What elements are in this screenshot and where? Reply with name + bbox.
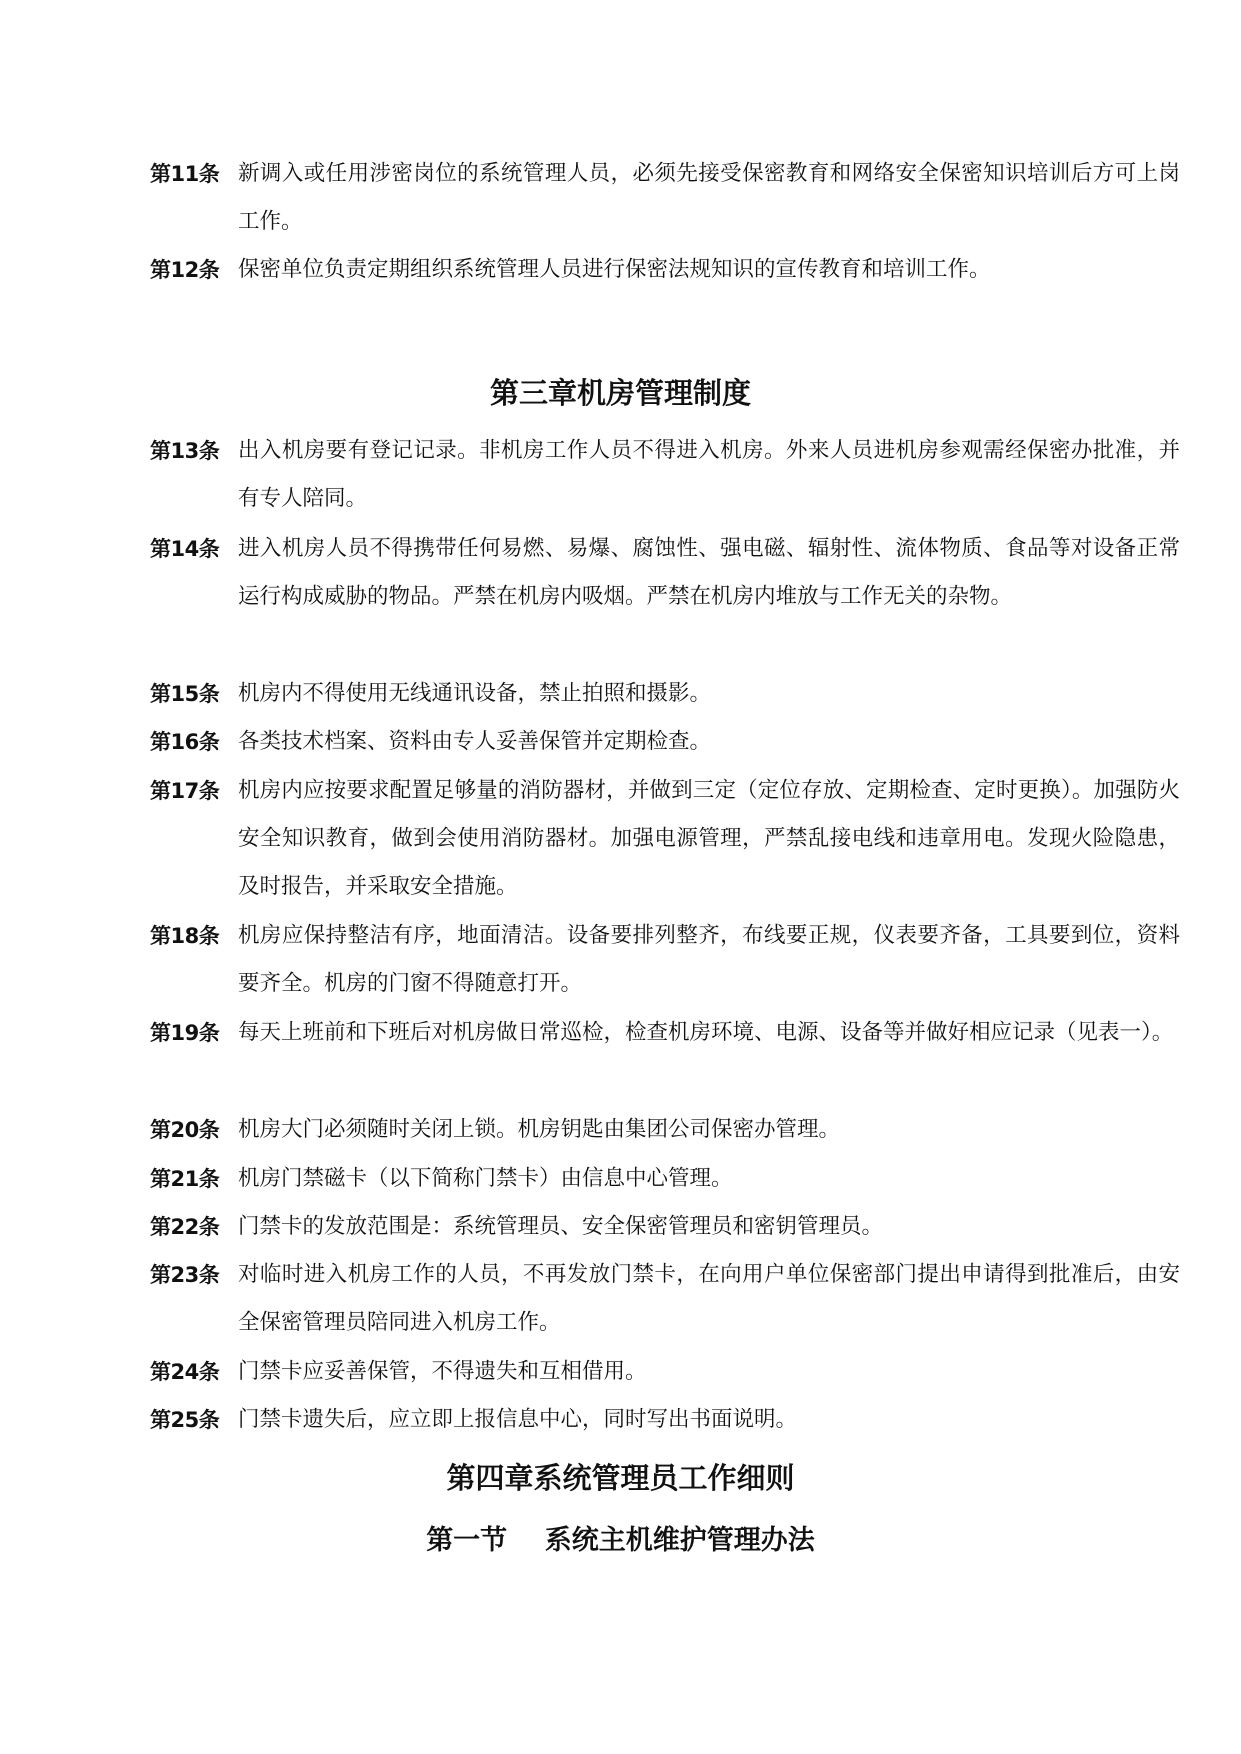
article-20	[150, 1106, 1180, 1154]
article-label: 第23条	[150, 1263, 220, 1287]
article-label: 第14条	[150, 537, 220, 561]
article-label: 第13条	[150, 439, 220, 463]
article-16	[150, 718, 1180, 766]
article-24	[150, 1348, 1180, 1396]
article-15	[150, 670, 1180, 718]
article-text: 进入机房人员不得携带任何易燃、易爆、腐蚀性、强电磁、辐射性、流体物质、食品等对设备正常运行构成威胁的物品。严禁在机房内吸烟。严禁在机房内堆放与工作无关的杂物。	[238, 536, 1180, 609]
article-text: 各类技术档案、资料由专人妥善保管并定期检查。	[238, 729, 712, 754]
article-label: 第12条	[150, 258, 220, 282]
article-text: 机房应保持整洁有序，地面清洁。设备要排列整齐，布线要正规，仪表要齐备，工具要到位，资料要齐全。机房的门窗不得随意打开。	[238, 923, 1180, 996]
article-13	[150, 427, 1180, 523]
article-label: 第22条	[150, 1215, 220, 1239]
article-label: 第11条	[150, 162, 220, 186]
article-label: 第16条	[150, 730, 220, 754]
article-text: 机房内不得使用无线通讯设备，禁止拍照和摄影。	[238, 681, 712, 706]
article-label: 第18条	[150, 924, 220, 948]
article-text: 机房大门必须随时关闭上锁。机房钥匙由集团公司保密办管理。	[238, 1117, 841, 1142]
article-text: 新调入或任用涉密岗位的系统管理人员，必须先接受保密教育和网络安全保密知识培训后方可上岗工作。	[238, 161, 1180, 234]
article-21	[150, 1155, 1180, 1203]
article-17	[150, 767, 1180, 911]
article-text: 出入机房要有登记记录。非机房工作人员不得进入机房。外来人员进机房参观需经保密办批准，并有专人陪同。	[238, 438, 1180, 511]
article-label: 第15条	[150, 682, 220, 706]
article-12	[150, 246, 1180, 294]
article-label: 第21条	[150, 1167, 220, 1191]
article-23	[150, 1251, 1180, 1347]
chapter-heading-4: 第四章系统管理员工作细则	[446, 1461, 795, 1495]
article-label: 第19条	[150, 1021, 220, 1045]
article-18	[150, 912, 1180, 1008]
article-text: 每天上班前和下班后对机房做日常巡检，检查机房环境、电源、设备等并做好相应记录（见表一）。	[238, 1020, 1174, 1045]
chapter-heading-3: 第三章机房管理制度	[489, 376, 751, 410]
article-19	[150, 1009, 1180, 1057]
article-label: 第17条	[150, 779, 220, 803]
article-text: 机房门禁磁卡（以下简称门禁卡）由信息中心管理。	[238, 1166, 733, 1191]
article-text: 门禁卡的发放范围是：系统管理员、安全保密管理员和密钥管理员。	[238, 1214, 884, 1239]
article-25	[150, 1396, 1180, 1444]
article-14	[150, 525, 1180, 621]
article-label: 第20条	[150, 1118, 220, 1142]
article-label: 第25条	[150, 1408, 220, 1432]
article-text: 对临时进入机房工作的人员，不再发放门禁卡，在向用户单位保密部门提出申请得到批准后，由安全保密管理员陪同进入机房工作。	[238, 1262, 1180, 1335]
article-label: 第24条	[150, 1360, 220, 1384]
article-text: 机房内应按要求配置足够量的消防器材，并做到三定（定位存放、定期检查、定时更换）。加强防火安全知识教育，做到会使用消防器材。加强电源管理，严禁乱接电线和违章用电。发现火险隐患，及时报告，并采取安全措施。	[238, 778, 1180, 899]
article-text: 门禁卡应妥善保管，不得遗失和互相借用。	[238, 1359, 647, 1384]
article-text: 保密单位负责定期组织系统管理人员进行保密法规知识的宣传教育和培训工作。	[238, 257, 991, 282]
article-text: 门禁卡遗失后，应立即上报信息中心，同时写出书面说明。	[238, 1407, 798, 1432]
article-11	[150, 150, 1180, 246]
article-22	[150, 1203, 1180, 1251]
section-heading-1: 第一节 系统主机维护管理办法	[426, 1525, 815, 1556]
